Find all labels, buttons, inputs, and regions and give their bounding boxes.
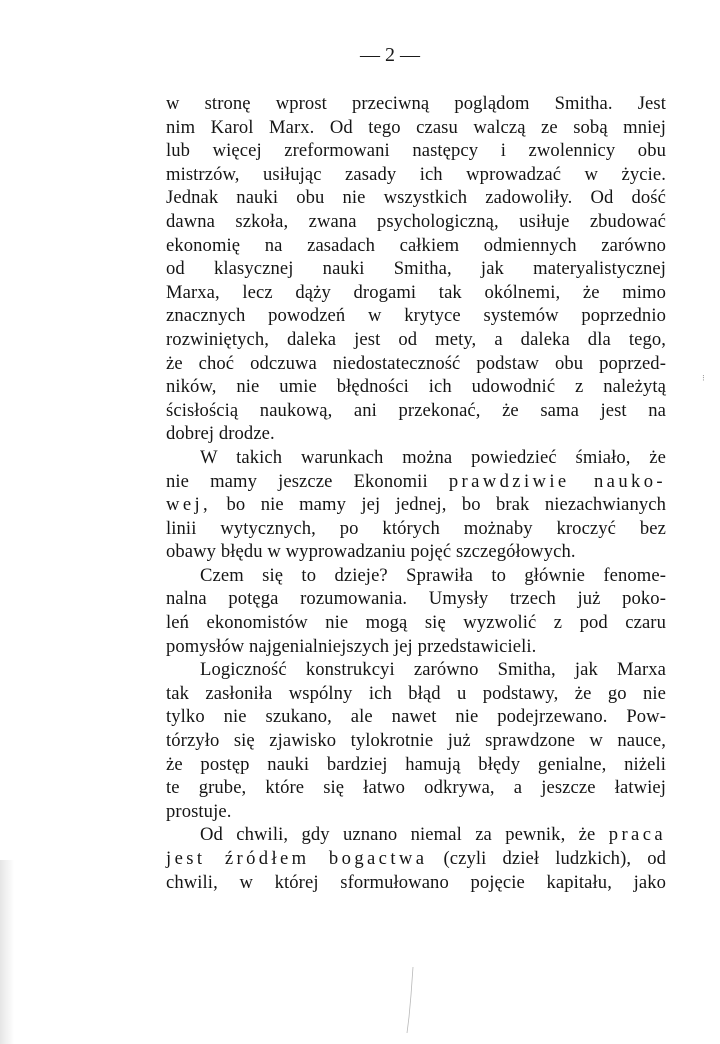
text-line: linii wytycznych, po których możnaby kroczyć bez — [166, 517, 666, 539]
text-line — [166, 493, 666, 517]
scan-edge-shadow — [0, 860, 14, 1044]
text-line: tak zasłoniła wspólny ich błąd u podstawy, że go nie — [166, 682, 666, 704]
text-line: dawna szkoła, zwana psychologiczną, usiłuje zbudować — [166, 210, 666, 232]
text-run: nie mamy jeszcze Ekonomii — [166, 470, 428, 492]
text-line: nim Karol Marx. Od tego czasu walczą ze sobą mniej — [166, 116, 666, 138]
text-line: tórzyło się zjawisko tylokrotnie już sprawdzone w nauce, — [166, 730, 666, 752]
text-line: w stronę wprost przeciwną poglądom Smitha. Jest — [166, 93, 666, 114]
page-number: — 2 — — [360, 44, 420, 66]
emphasized-text: wej, — [166, 494, 212, 516]
text-line: znacznych powodzeń w krytyce systemów poprzednio — [166, 305, 666, 327]
text-line: ekonomię na zasadach całkiem odmiennych zarówno — [166, 234, 666, 256]
text-line — [166, 823, 666, 847]
text-run: (czyli dzieł ludzkich), od — [443, 848, 667, 869]
text-line: Marxa, lecz dąży drogami tak okólnemi, że mimo — [166, 281, 666, 303]
emphasized-text: jest źródłem bogactwa — [166, 848, 428, 869]
text-line — [166, 470, 666, 494]
text-run: bo nie mamy jej jednej, bo brak niezachwianych — [226, 494, 667, 516]
text-line: dobrej drodze. — [166, 423, 275, 445]
text-line: prostuje. — [166, 800, 232, 822]
text-line: od klasycznej nauki Smitha, jak materyalistycznej — [166, 258, 666, 280]
emphasized-text: prawdziwie nauko- — [448, 470, 666, 492]
text-line: rozwiniętych, daleka jest od mety, a daleka dla tego, — [166, 328, 666, 350]
text-line: mistrzów, usiłując zasady ich wprowadzać w życie. — [166, 163, 666, 185]
text-line: Jednak nauki obu nie wszystkich zadowoliły. Od dość — [166, 187, 666, 209]
emphasized-text: praca — [608, 824, 666, 846]
text-line: że choć odczuwa niedostateczność podstaw obu poprzed- — [166, 352, 666, 374]
paper-scratch-mark — [404, 965, 416, 1035]
margin-speck: ⁝ — [702, 374, 705, 384]
body-text — [166, 92, 666, 894]
text-line: obawy błędu w wyprowadzaniu pojęć szczegółowych. — [166, 541, 576, 563]
text-run: Od chwili, gdy uznano niemal za pewnik, że — [200, 824, 596, 846]
text-line: nalna potęga rozumowania. Umysły trzech już poko- — [166, 588, 666, 610]
text-line — [166, 847, 666, 871]
text-line: że postęp nauki bardziej hamują błędy genialne, niżeli — [166, 753, 666, 775]
text-line: Czem się to dzieje? Sprawiła to głównie fenome- — [200, 564, 666, 586]
text-line: te grube, które się łatwo odkrywa, a jeszcze łatwiej — [166, 777, 666, 799]
text-line: ścisłością naukową, ani przekonać, że sama jest na — [166, 399, 666, 421]
text-line: chwili, w której sformułowano pojęcie kapitału, jako — [166, 871, 666, 893]
text-line: ników, nie umie błędności ich udowodnić z należytą — [166, 376, 666, 398]
text-line: pomysłów najgenialniejszych jej przedstawicieli. — [166, 635, 537, 657]
text-line: Logiczność konstrukcyi zarówno Smitha, jak Marxa — [200, 659, 666, 681]
text-line: tylko nie szukano, ale nawet nie podejrzewano. Pow- — [166, 706, 666, 728]
text-line: W takich warunkach można powiedzieć śmiało, że — [200, 446, 666, 468]
text-line: leń ekonomistów nie mogą się wyzwolić z pod czaru — [166, 612, 666, 634]
text-line: lub więcej zreformowani następcy i zwolennicy obu — [166, 140, 666, 162]
